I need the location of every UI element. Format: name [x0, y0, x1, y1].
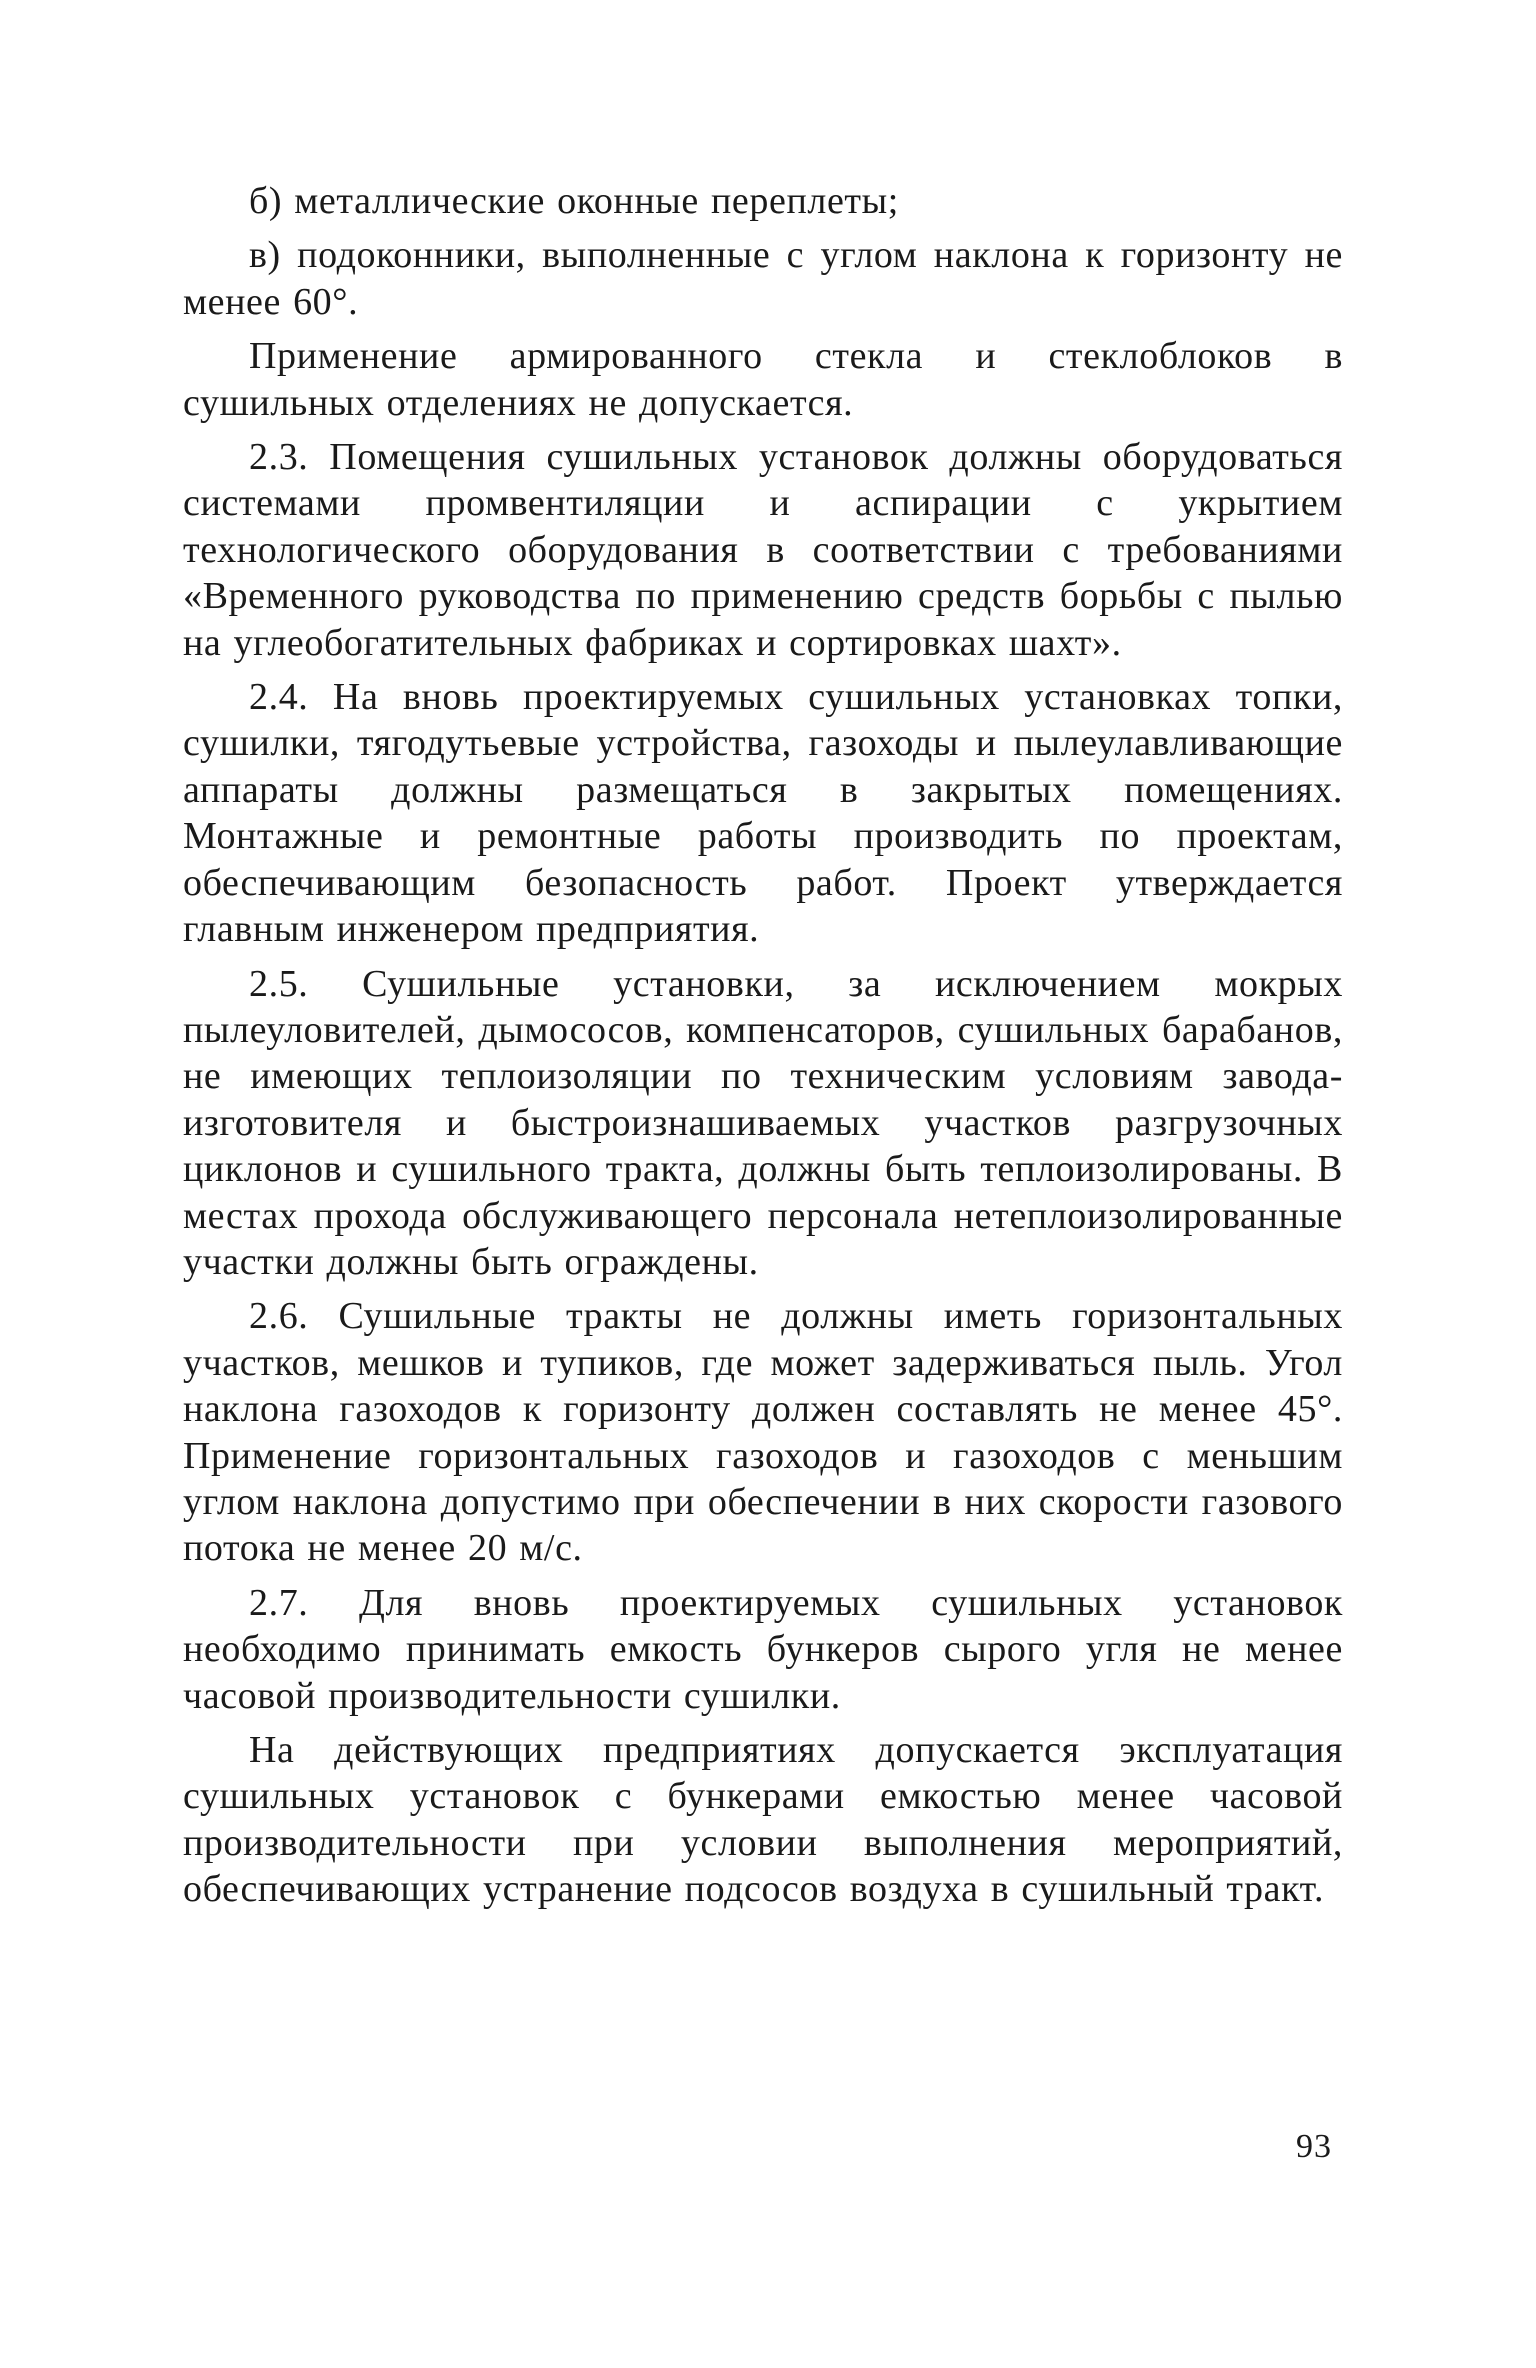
list-item-b: б) металлические оконные переплеты; — [249, 180, 899, 222]
paragraph-2-4: 2.4. На вновь проектируемых сушильных установках топки, сушилки, тягодутьевые устройства, газоходы и пылеулавливающие аппараты должны размещаться в закрытых помещениях. Монтажные и ремонтные работы производить по проектам, обеспечивающим безопасность работ. Проект утверждается главным инженером предприятия. — [183, 676, 1343, 951]
paragraph-2-7: 2.7. Для вновь проектируемых сушильных установок необходимо принимать емкость бункеров сырого угля не менее часовой производительности сушилки. — [183, 1581, 1343, 1717]
body-text — [183, 178, 1343, 1913]
paragraph-glass-restriction: Применение армированного стекла и стеклоблоков в сушильных отделениях не допускается. — [183, 335, 1343, 424]
paragraph-existing-enterprises: На действующих предприятиях допускается эксплуатация сушильных установок с бункерами емкостью менее часовой производительности при условии выполнения мероприятий, обеспечивающих устранение подсосов воздуха в сушильный тракт. — [183, 1729, 1343, 1911]
paragraph-2-3: 2.3. Помещения сушильных установок должны оборудоваться системами промвентиляции и аспирации с укрытием технологического оборудования в соответствии с требованиями «Временного руководства по применению средств борьбы с пылью на углеобогатительных фабриках и сортировках шахт». — [183, 436, 1343, 664]
paragraph-2-5: 2.5. Сушильные установки, за исключением мокрых пылеуловителей, дымососов, компенсаторов, сушильных барабанов, не имеющих теплоизоляции по техническим условиям завода-изготовителя и быстроизнашиваемых участков разгрузочных циклонов и сушильного тракта, должны быть теплоизолированы. В местах прохода обслуживающего персонала нетеплоизолированные участки должны быть ограждены. — [183, 962, 1343, 1283]
list-item-v: в) подоконники, выполненные с углом наклона к горизонту не менее 60°. — [183, 234, 1343, 323]
paragraph-2-6: 2.6. Сушильные тракты не должны иметь горизонтальных участков, мешков и тупиков, где может задерживаться пыль. Угол наклона газоходов к горизонту должен составлять не менее 45°. Применение горизонтальных газоходов и газоходов с меньшим углом наклона допустимо при обеспечении в них скорости газового потока не менее 20 м/с. — [183, 1295, 1343, 1570]
page-number: 93 — [1296, 2128, 1332, 2165]
